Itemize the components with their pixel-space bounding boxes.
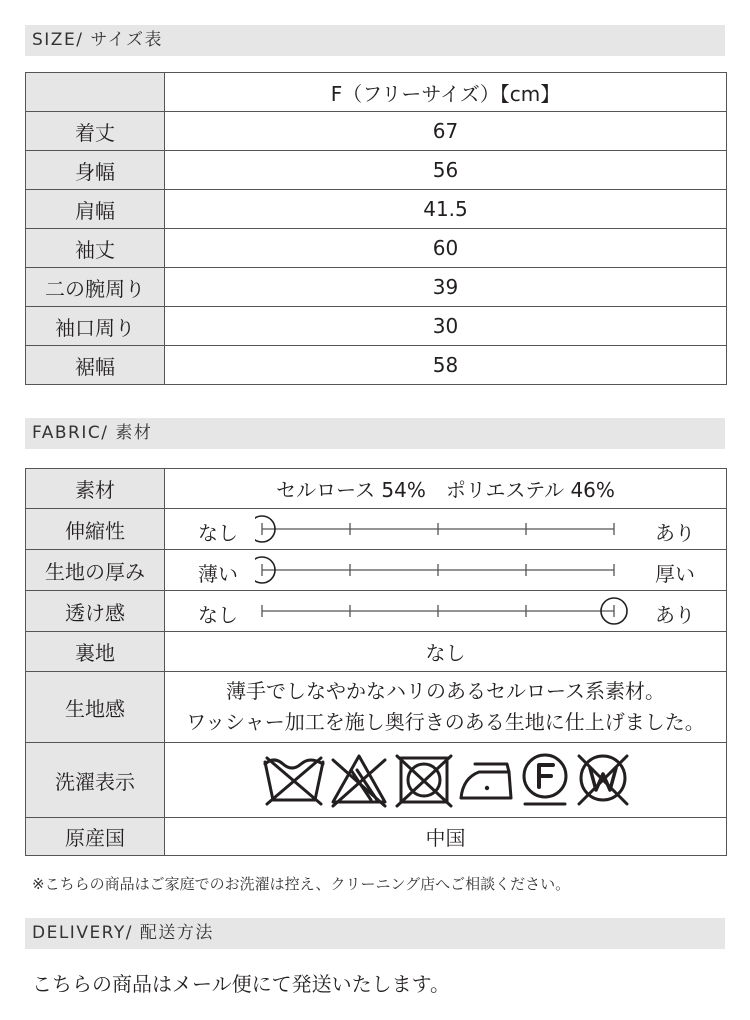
table-row	[26, 307, 727, 346]
size-table	[25, 72, 727, 385]
table-row	[26, 112, 727, 151]
scale-left-label: 薄い	[198, 562, 238, 586]
row-label: 二の腕周り	[26, 268, 165, 307]
scale-right-label: あり	[655, 521, 695, 545]
table-row	[26, 672, 727, 743]
table-row	[26, 268, 727, 307]
feel-line-2: ワッシャー加工を施し奥行きのある生地に仕上げました。	[186, 710, 705, 734]
row-label: 着丈	[26, 112, 165, 151]
size-column-header: F（フリーサイズ）【cm】	[165, 73, 727, 112]
dry-clean-f-icon	[524, 755, 566, 804]
stretch-scale	[165, 509, 727, 550]
table-row	[26, 73, 727, 112]
no-tumble-dry-icon	[397, 756, 451, 806]
stretch-scale-slider	[255, 513, 635, 545]
row-value: 67	[165, 112, 727, 151]
row-value: 41.5	[165, 190, 727, 229]
care-icons	[165, 743, 727, 818]
scale-right-label: 厚い	[655, 562, 695, 586]
care-note: ※こちらの商品はご家庭でのお洗濯は控え、クリーニング店へご相談ください。	[32, 875, 571, 893]
table-row	[26, 743, 727, 818]
table-row	[26, 591, 727, 632]
size-section-header: SIZE/ サイズ表	[25, 25, 725, 56]
no-wet-clean-icon	[579, 756, 627, 804]
table-row	[26, 151, 727, 190]
thickness-label: 生地の厚み	[26, 550, 165, 591]
table-row	[26, 346, 727, 385]
row-value: 60	[165, 229, 727, 268]
fabric-section-header: FABRIC/ 素材	[25, 418, 725, 449]
row-value: 39	[165, 268, 727, 307]
feel-description	[165, 672, 727, 743]
scale-right-label: あり	[655, 603, 695, 627]
table-row	[26, 469, 727, 509]
corner-cell	[26, 73, 165, 112]
row-label: 裾幅	[26, 346, 165, 385]
scale-left-label: なし	[198, 521, 238, 545]
lining-label: 裏地	[26, 632, 165, 672]
no-wash-icon	[265, 758, 323, 804]
sheerness-label: 透け感	[26, 591, 165, 632]
thickness-scale	[165, 550, 727, 591]
feel-line-1: 薄手でしなやかなハリのあるセルロース系素材。	[226, 679, 665, 703]
material-label: 素材	[26, 469, 165, 509]
sheerness-scale	[165, 591, 727, 632]
row-label: 袖丈	[26, 229, 165, 268]
table-row	[26, 190, 727, 229]
sheerness-scale-slider	[255, 595, 635, 627]
origin-label: 原産国	[26, 818, 165, 856]
scale-left-label: なし	[198, 603, 238, 627]
origin-value: 中国	[165, 818, 727, 856]
row-value: 30	[165, 307, 727, 346]
delivery-section-header: DELIVERY/ 配送方法	[25, 918, 725, 949]
thickness-scale-slider	[255, 554, 635, 586]
table-row	[26, 632, 727, 672]
table-row	[26, 550, 727, 591]
iron-low-icon	[461, 764, 511, 798]
fabric-table	[25, 468, 727, 856]
row-label: 袖口周り	[26, 307, 165, 346]
table-row	[26, 818, 727, 856]
table-row	[26, 509, 727, 550]
care-label: 洗濯表示	[26, 743, 165, 818]
stretch-label: 伸縮性	[26, 509, 165, 550]
row-label: 肩幅	[26, 190, 165, 229]
lining-value: なし	[165, 632, 727, 672]
row-label: 身幅	[26, 151, 165, 190]
material-value: セルロース 54% ポリエステル 46%	[165, 469, 727, 509]
feel-label: 生地感	[26, 672, 165, 743]
row-value: 58	[165, 346, 727, 385]
row-value: 56	[165, 151, 727, 190]
delivery-text: こちらの商品はメール便にて発送いたします。	[32, 972, 450, 996]
no-bleach-icon	[333, 756, 385, 806]
table-row	[26, 229, 727, 268]
